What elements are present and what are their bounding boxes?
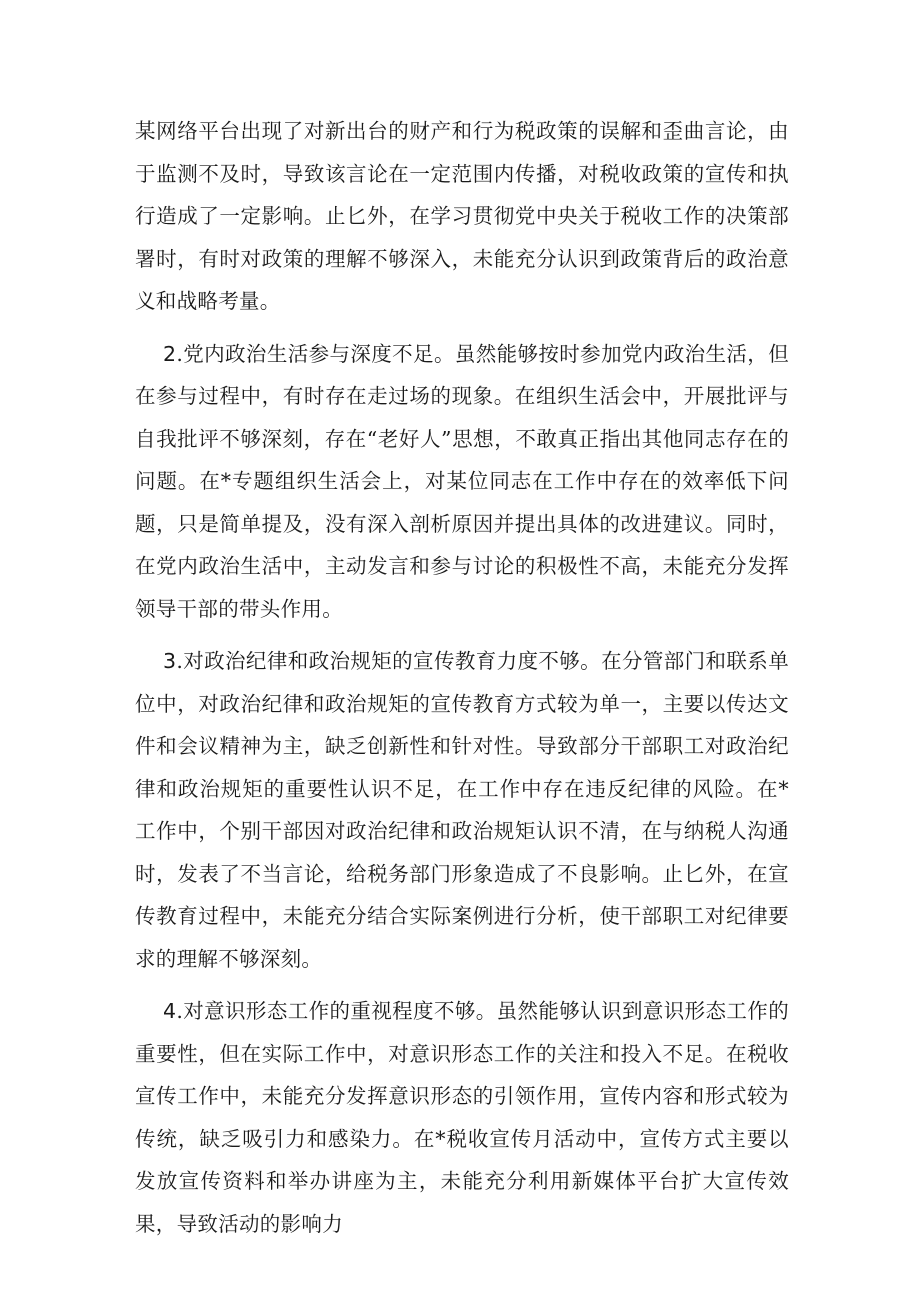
paragraph-number: 2 (163, 341, 177, 366)
paragraph-item-3 (135, 640, 789, 980)
paragraph-number: 3 (163, 649, 177, 673)
document-body (135, 110, 789, 1245)
paragraph-text: .党内政治生活参与深度不足。虽然能够按时参加党内政治生活，但在参与过程中，有时存在走过场的现象。在组织生活会中，开展批评与自我批评不够深刻，存在“老好人”思想，不敢真正指出其他同志存在的问题。在*专题组织生活会上，对某位同志在工作中存在的效率低下问题，只是简单提及，没有深入剖析原因并提出具体的改进建议。同时，在党内政治生活中，主动发言和参与讨论的积极性不高，未能充分发挥领导干部的带头作用。 (135, 341, 789, 621)
paragraph-text: .对意识形态工作的重视程度不够。虽然能够认识到意识形态工作的重要性，但在实际工作中，对意识形态工作的关注和投入不足。在税收宣传工作中，未能充分发挥意识形态的引领作用，宣传内容和形式较为传统，缺乏吸引力和感染力。在*税收宣传月活动中，宣传方式主要以发放宣传资料和举办讲座为主，未能充分利用新媒体平台扩大宣传效果，导致活动的影响力 (135, 999, 789, 1236)
paragraph-continuation (135, 110, 789, 323)
paragraph-text: .对政治纪律和政治规矩的宣传教育力度不够。在分管部门和联系单位中，对政治纪律和政治规矩的宣传教育方式较为单一，主要以传达文件和会议精神为主，缺乏创新性和针对性。导致部分干部职工对政治纪律和政治规矩的重要性认识不足，在工作中存在违反纪律的风险。在*工作中，个别干部因对政治纪律和政治规矩认识不清，在与纳税人沟通时，发表了不当言论，给税务部门形象造成了不良影响。止匕外，在宣传教育过程中，未能充分结合实际案例进行分析，使干部职工对纪律要求的理解不够深刻。 (135, 649, 789, 971)
paragraph-number: 4 (163, 999, 177, 1023)
paragraph-item-2 (135, 333, 789, 631)
paragraph-text: 某网络平台出现了对新出台的财产和行为税政策的误解和歪曲言论，由于监测不及时，导致该言论在一定范围内传播，对税收政策的宣传和执行造成了一定影响。止匕外，在学习贯彻党中央关于税收工作的决策部署时，有时对政策的理解不够深入，未能充分认识到政策背后的政治意义和战略考量。 (135, 119, 789, 313)
paragraph-item-4 (135, 990, 789, 1245)
